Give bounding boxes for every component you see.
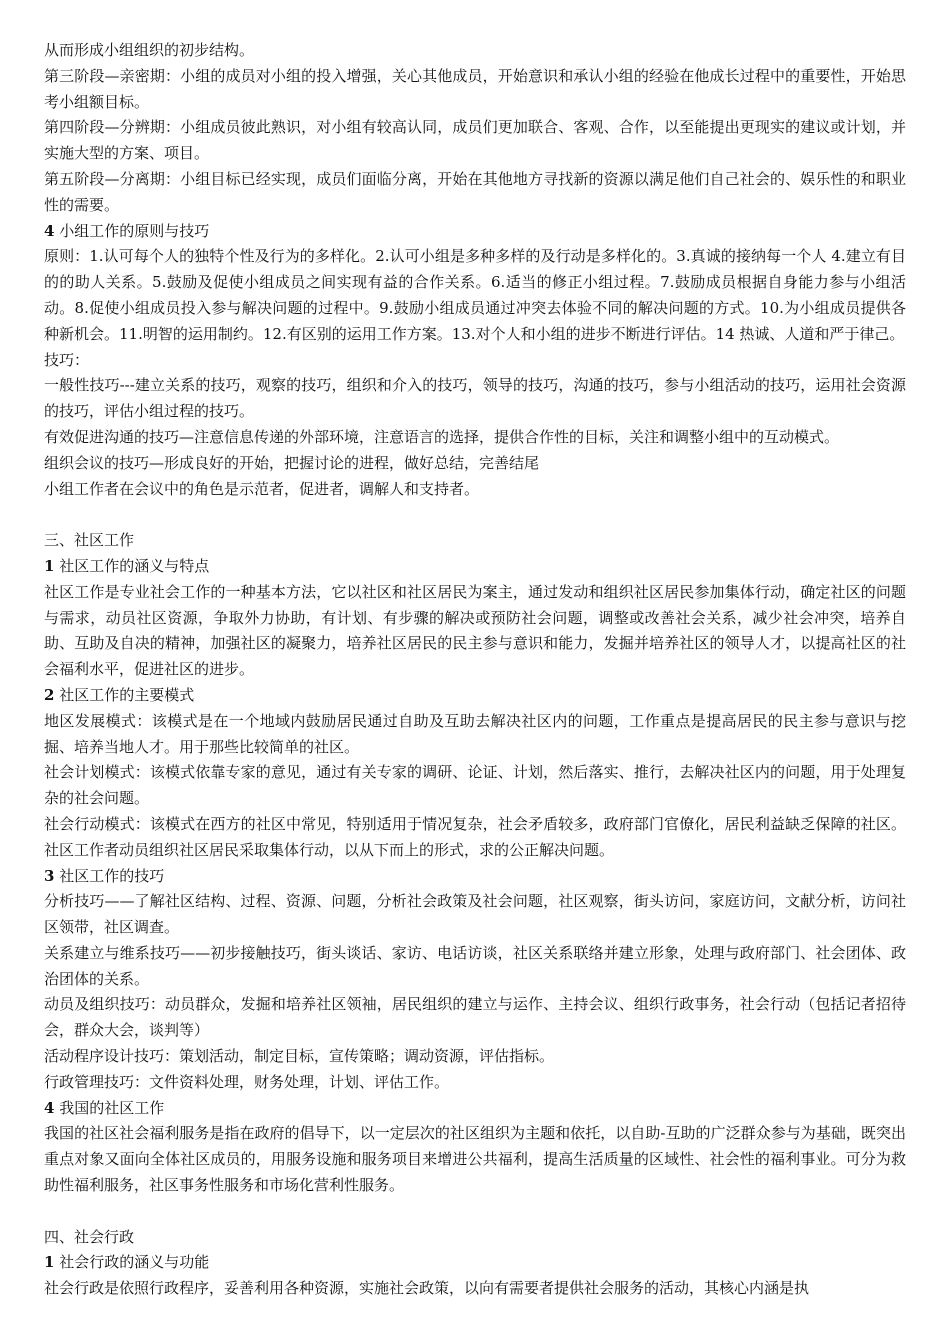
section-heading bbox=[44, 554, 906, 580]
section-heading bbox=[44, 219, 906, 245]
paragraph: 分析技巧——了解社区结构、过程、资源、问题，分析社会政策及社会问题，社区观察，街头访问，家庭访问，文献分析，访问社区领带，社区调查。 bbox=[44, 892, 906, 937]
document-page bbox=[44, 38, 906, 1302]
section-heading bbox=[44, 1250, 906, 1276]
paragraph: 关系建立与维系技巧——初步接触技巧，街头谈话、家访、电话访谈，社区关系联络并建立形象，处理与政府部门、社会团体、政治团体的关系。 bbox=[44, 943, 906, 988]
paragraph: 技巧： bbox=[44, 350, 90, 369]
paragraph: 动员及组织技巧：动员群众，发掘和培养社区领袖，居民组织的建立与运作、主持会议、组织行政事务，社会行动（包括记者招待会，群众大会，谈判等） bbox=[44, 995, 906, 1040]
section-number: 1 bbox=[44, 1253, 55, 1272]
section-heading bbox=[44, 683, 906, 709]
section-title: 社区工作的主要模式 bbox=[54, 685, 195, 704]
paragraph: 小组工作者在会议中的角色是示范者，促进者，调解人和支持者。 bbox=[44, 479, 480, 498]
paragraph: 社会行动模式：该模式在西方的社区中常见，特别适用于情况复杂，社会矛盾较多，政府部门官僚化，居民利益缺乏保障的社区。社区工作者动员组织社区居民采取集体行动，以从下而上的形式，求的公正解决问题。 bbox=[44, 814, 906, 859]
blank-line bbox=[44, 502, 906, 528]
section-heading bbox=[44, 1096, 906, 1122]
section-title: 社区工作的技巧 bbox=[54, 866, 165, 885]
section-number: 4 bbox=[44, 1098, 55, 1117]
paragraph: 从而形成小组组织的初步结构。 bbox=[44, 41, 255, 59]
paragraph: 地区发展模式：该模式是在一个地域内鼓励居民通过自助及互助去解决社区内的问题，工作重点是提高居民的民主参与意识与挖掘、培养当地人才。用于那些比较简单的社区。 bbox=[44, 711, 906, 756]
paragraph: 社会行政是依照行政程序，妥善利用各种资源，实施社会政策，以向有需要者提供社会服务的活动，其核心内涵是执 bbox=[44, 1279, 810, 1298]
paragraph: 原则：1.认可每个人的独特个性及行为的多样化。2.认可小组是多种多样的及行动是多样化的。3.真诚的接纳每一个人 4.建立有目的的助人关系。5.鼓励及促使小组成员之间实现有益的合作关系。6.适当的修正小组过程。7.鼓励成员根据自身能力参与小组活动。8.促使小组成员投入参与解决问题的过程中。9.鼓励小组成员通过冲突去体验不同的解决问题的方式。10.为小组成员提供各种新机会。11.明智的运用制约。12.有区别的运用工作方案。13.对个人和小组的进步不断进行评估。14 热诚、人道和严于律己。 bbox=[44, 247, 906, 343]
paragraph: 一般性技巧---建立关系的技巧，观察的技巧，组织和介入的技巧，领导的技巧，沟通的技巧，参与小组活动的技巧，运用社会资源的技巧，评估小组过程的技巧。 bbox=[44, 376, 906, 421]
paragraph: 第四阶段—分辨期：小组成员彼此熟识，对小组有较高认同，成员们更加联合、客观、合作，以至能提出更现实的建议或计划，并实施大型的方案、项目。 bbox=[44, 118, 906, 163]
paragraph: 我国的社区社会福利服务是指在政府的倡导下，以一定层次的社区组织为主题和依托，以自助-互助的广泛群众参与为基础，既突出重点对象又面向全体社区成员的，用服务设施和服务项目来增进公共福利，提高生活质量的区域性、社会性的福利事业。可分为救助性福利服务，社区事务性服务和市场化营利性服务。 bbox=[44, 1124, 906, 1195]
paragraph: 组织会议的技巧—形成良好的开始，把握讨论的进程，做好总结，完善结尾 bbox=[44, 453, 540, 472]
section-heading bbox=[44, 864, 906, 890]
blank-line bbox=[44, 1199, 906, 1225]
section-number: 4 bbox=[44, 221, 55, 240]
section-title: 社会行政的涵义与功能 bbox=[54, 1253, 210, 1272]
paragraph: 第五阶段—分离期：小组目标已经实现，成员们面临分离，开始在其他地方寻找新的资源以满足他们自己社会的、娱乐性的和职业性的需要。 bbox=[44, 169, 906, 214]
paragraph: 有效促进沟通的技巧—注意信息传递的外部环境，注意语言的选择，提供合作性的目标，关注和调整小组中的互动模式。 bbox=[44, 427, 840, 446]
section-number: 1 bbox=[44, 556, 55, 575]
paragraph: 三、社区工作 bbox=[44, 531, 135, 550]
paragraph: 活动程序设计技巧：策划活动，制定目标，宣传策略；调动资源，评估指标。 bbox=[44, 1047, 555, 1066]
section-title: 小组工作的原则与技巧 bbox=[54, 221, 210, 240]
paragraph: 四、社会行政 bbox=[44, 1227, 135, 1246]
paragraph: 社区工作是专业社会工作的一种基本方法，它以社区和社区居民为案主，通过发动和组织社区居民参加集体行动，确定社区的问题与需求，动员社区资源，争取外力协助，有计划、有步骤的解决或预防社会问题，调整或改善社会关系，减少社会冲突，培养自助、互助及自决的精神，加强社区的凝聚力，培养社区居民的民主参与意识和能力，发掘并培养社区的领导人才，以提高社区的社会福利水平，促进社区的进步。 bbox=[44, 582, 906, 679]
paragraph: 社会计划模式：该模式依靠专家的意见，通过有关专家的调研、论证、计划，然后落实、推行，去解决社区内的问题，用于处理复杂的社会问题。 bbox=[44, 763, 906, 808]
section-number: 2 bbox=[44, 685, 55, 704]
section-number: 3 bbox=[44, 866, 55, 885]
section-title: 社区工作的涵义与特点 bbox=[54, 556, 210, 575]
paragraph: 行政管理技巧：文件资料处理，财务处理，计划、评估工作。 bbox=[44, 1072, 450, 1091]
paragraph: 第三阶段—亲密期：小组的成员对小组的投入增强，关心其他成员，开始意识和承认小组的经验在他成长过程中的重要性，开始思考小组额目标。 bbox=[44, 66, 906, 111]
section-title: 我国的社区工作 bbox=[54, 1098, 165, 1117]
